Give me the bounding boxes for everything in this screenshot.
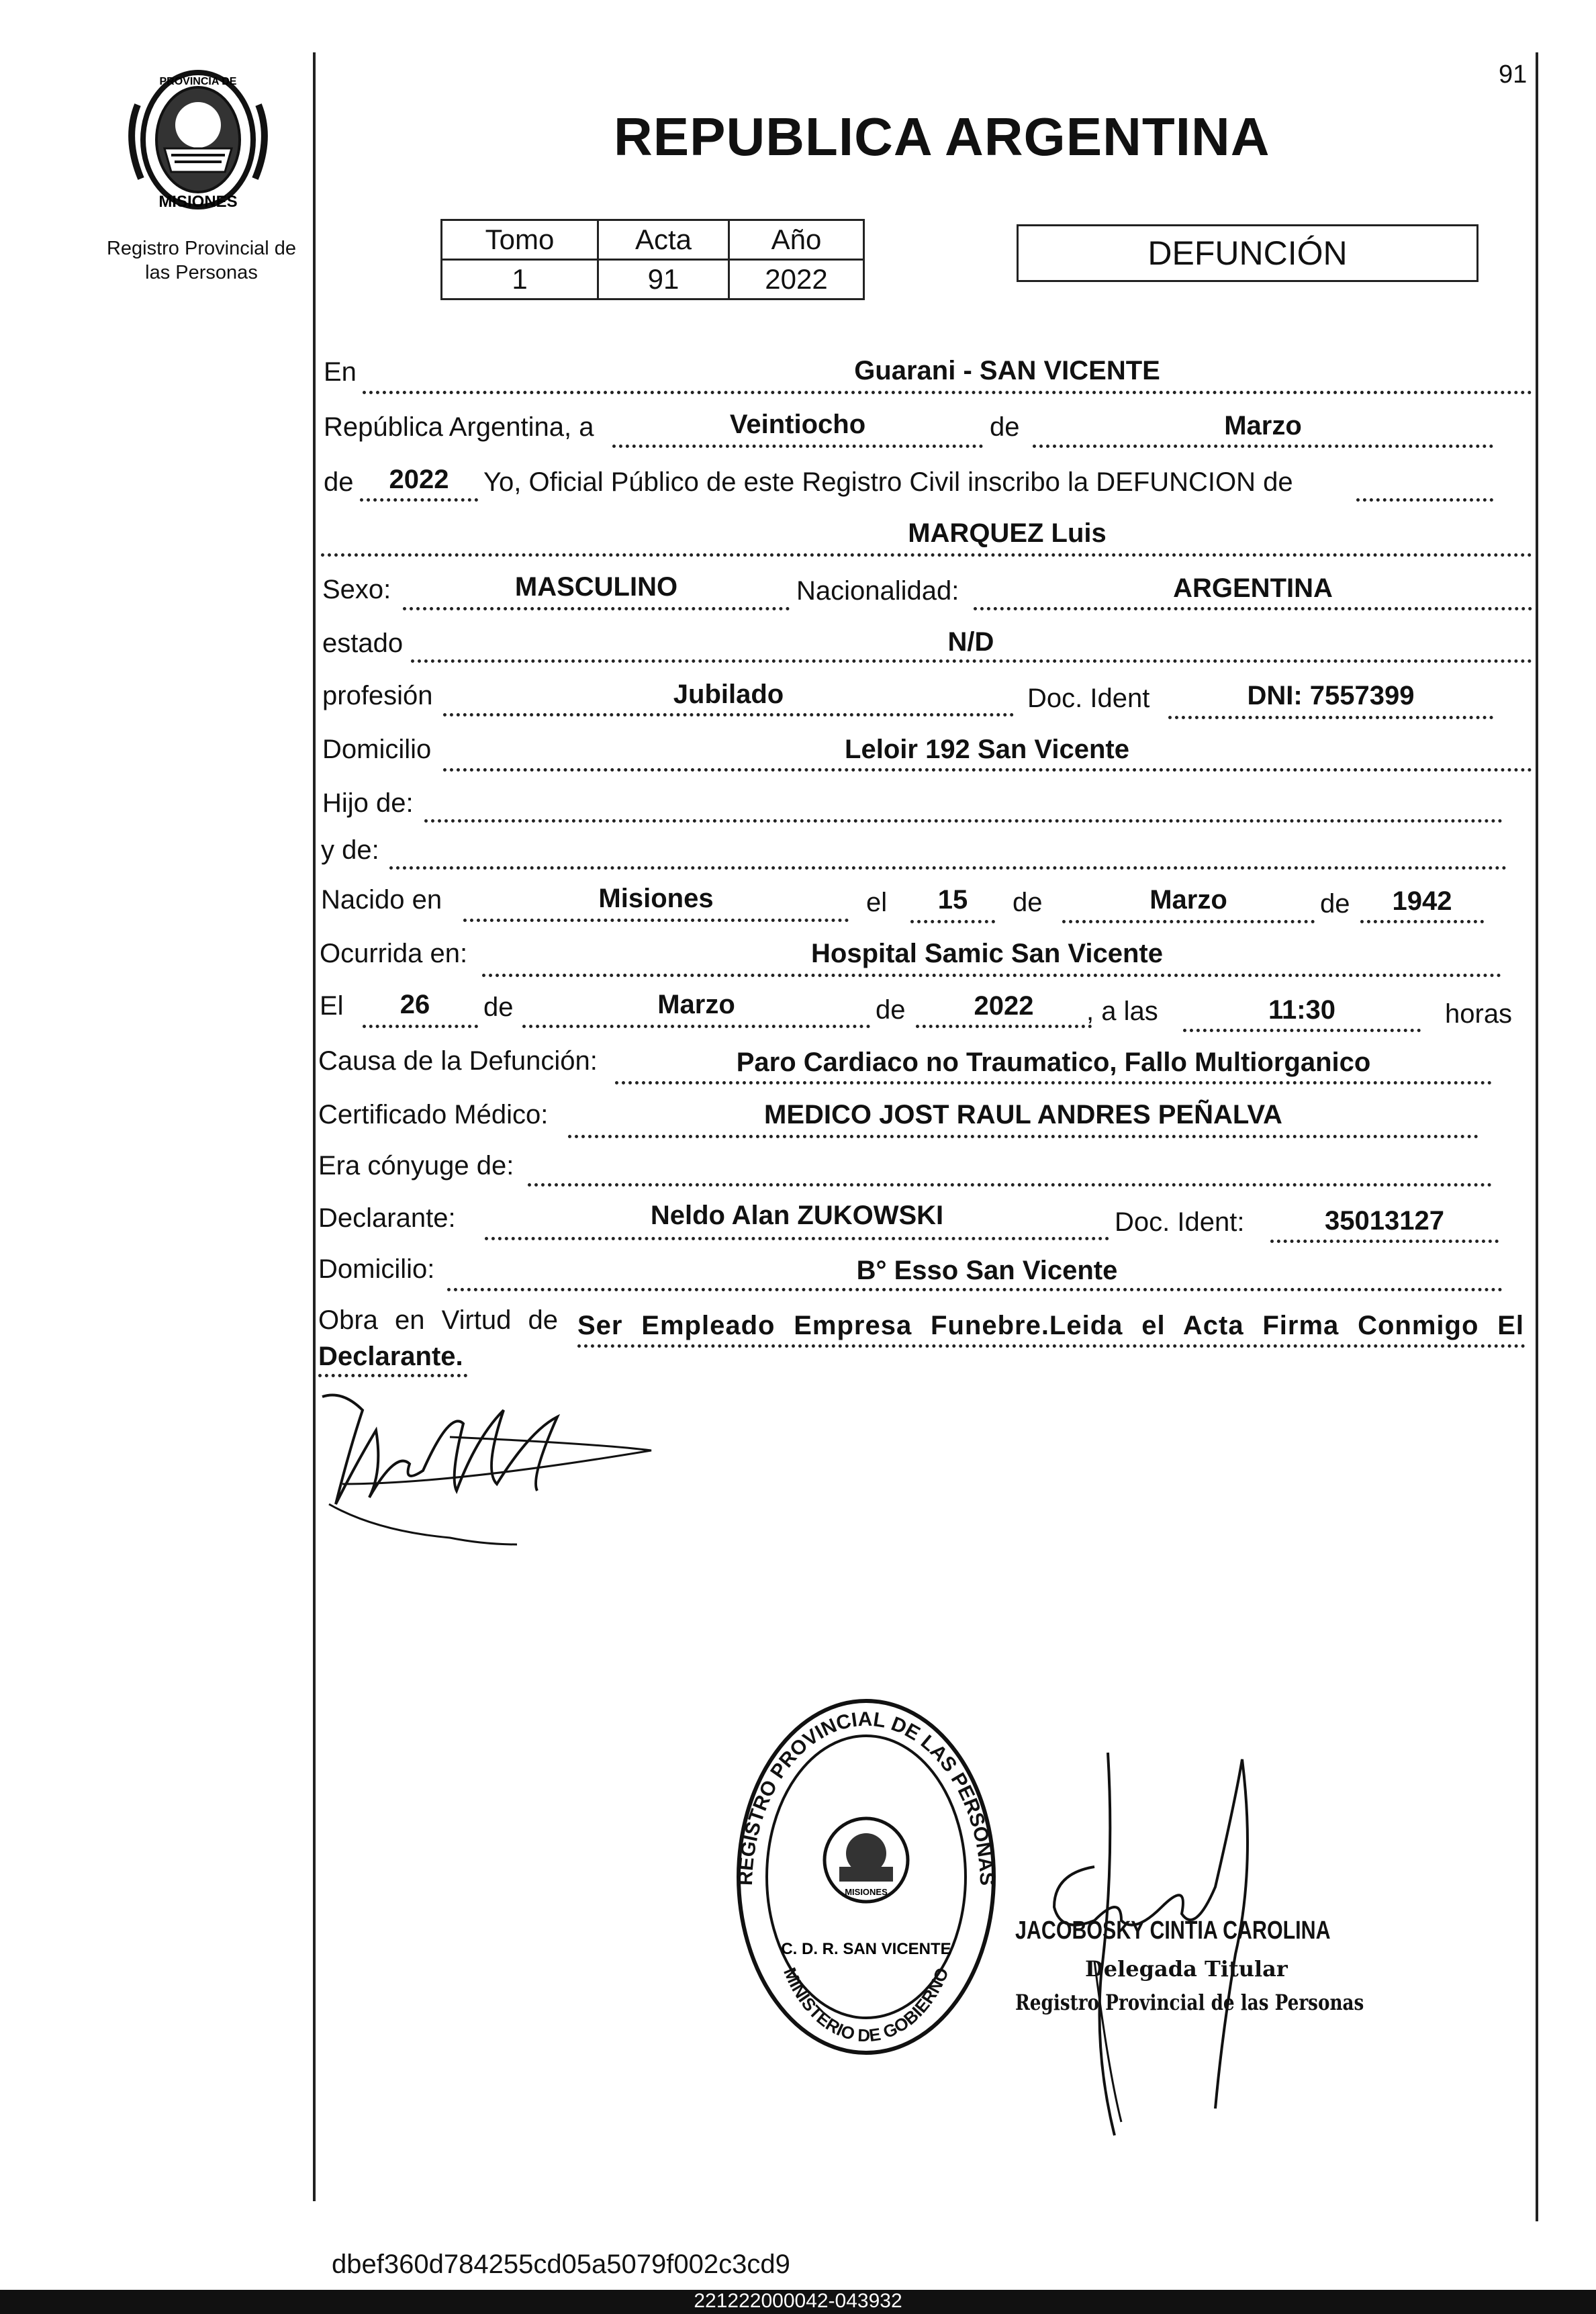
doc2-dotted-line bbox=[1270, 1240, 1499, 1243]
record-table-value-row bbox=[442, 260, 864, 299]
table-value-tomo: 1 bbox=[442, 260, 598, 299]
official-name: JACOBOSKY CINTIA CAROLINA bbox=[1015, 1916, 1331, 1945]
domicilio2-dotted-line bbox=[447, 1288, 1503, 1291]
conyuge-dotted-line bbox=[528, 1183, 1492, 1187]
nacido-year-dotted-line bbox=[1360, 920, 1484, 923]
registry-name-line1: Registro Provincial de bbox=[106, 238, 297, 259]
estado-label: estado bbox=[322, 629, 404, 658]
profesion-label: profesión bbox=[322, 681, 433, 710]
domicilio-dotted-line bbox=[443, 768, 1532, 772]
de3-label: de bbox=[1013, 888, 1043, 917]
obra-value-line1: Ser Empleado Empresa Funebre.Leida el Acta Firma Conmigo El bbox=[577, 1311, 1524, 1340]
nacionalidad-label: Nacionalidad: bbox=[796, 576, 959, 606]
official-org: Registro Provincial de las Personas bbox=[1015, 1990, 1364, 2015]
nacido-place-value: Misiones bbox=[598, 884, 714, 913]
alas-label: , a las bbox=[1086, 997, 1158, 1026]
profesion-dotted-line bbox=[443, 713, 1014, 716]
registry-logo bbox=[124, 64, 272, 219]
doc-value: DNI: 7557399 bbox=[1247, 681, 1415, 710]
nacido-label: Nacido en bbox=[321, 885, 442, 915]
causa-dotted-line bbox=[615, 1081, 1492, 1084]
republica-label: República Argentina, a bbox=[324, 412, 594, 442]
record-type-box: DEFUNCIÓN bbox=[1017, 224, 1478, 282]
document-hash: dbef360d784255cd05a5079f002c3cd9 bbox=[332, 2250, 790, 2279]
footer-code-bar bbox=[0, 2290, 1596, 2314]
estado-dotted-line bbox=[411, 659, 1532, 663]
nacido-day-dotted-line bbox=[910, 920, 995, 923]
el2-label: El bbox=[320, 991, 344, 1021]
domicilio2-value: B° Esso San Vicente bbox=[856, 1256, 1118, 1285]
estado-value: N/D bbox=[947, 627, 994, 657]
stamp-center-text: MISIONES bbox=[845, 1887, 888, 1897]
domicilio-value: Leloir 192 San Vicente bbox=[845, 735, 1129, 764]
profesion-value: Jubilado bbox=[673, 680, 784, 709]
certificado-dotted-line bbox=[568, 1135, 1478, 1138]
yde-label: y de: bbox=[321, 835, 379, 865]
declarante-dotted-line bbox=[485, 1237, 1109, 1240]
domicilio2-label: Domicilio: bbox=[318, 1254, 435, 1284]
causa-label: Causa de la Defunción: bbox=[318, 1046, 598, 1076]
nacido-day-value: 15 bbox=[937, 885, 968, 915]
nacido-place-dotted-line bbox=[463, 919, 849, 922]
death-year-dotted-line bbox=[916, 1025, 1092, 1028]
domicilio-label: Domicilio bbox=[322, 735, 432, 764]
table-header-tomo: Tomo bbox=[442, 220, 598, 260]
day-words-value: Veintiocho bbox=[729, 410, 866, 439]
en-value: Guarani - SAN VICENTE bbox=[854, 356, 1160, 385]
declarante-label: Declarante: bbox=[318, 1203, 456, 1233]
nacido-month-dotted-line bbox=[1062, 920, 1315, 923]
death-day-value: 26 bbox=[400, 990, 430, 1019]
table-header-acta: Acta bbox=[598, 220, 729, 260]
sexo-dotted-line bbox=[403, 607, 790, 610]
doc2-label: Doc. Ident: bbox=[1115, 1207, 1245, 1237]
ocurrida-dotted-line bbox=[482, 974, 1501, 977]
svg-text:PROVINCIA DE: PROVINCIA DE bbox=[159, 76, 237, 87]
ocurrida-label: Ocurrida en: bbox=[320, 939, 468, 968]
doc-label: Doc. Ident bbox=[1027, 684, 1150, 713]
doc-dotted-line bbox=[1168, 716, 1493, 719]
official-role: Delegada Titular bbox=[1085, 1956, 1288, 1982]
de6-label: de bbox=[876, 995, 906, 1025]
table-header-ano: Año bbox=[729, 220, 864, 260]
death-month-value: Marzo bbox=[657, 990, 735, 1019]
nacionalidad-value: ARGENTINA bbox=[1173, 573, 1333, 603]
svg-text:MISIONES: MISIONES bbox=[158, 193, 238, 211]
horas-label: horas bbox=[1445, 999, 1513, 1029]
deceased-name: MARQUEZ Luis bbox=[908, 518, 1107, 548]
statement-dotted-line bbox=[1356, 498, 1493, 502]
death-time-value: 11:30 bbox=[1268, 995, 1336, 1025]
ocurrida-value: Hospital Samic San Vicente bbox=[811, 939, 1163, 968]
nacido-month-value: Marzo bbox=[1149, 885, 1227, 915]
left-margin-line bbox=[313, 52, 316, 2201]
death-year-value: 2022 bbox=[974, 991, 1034, 1021]
obra-label: Obra en Virtud de bbox=[318, 1305, 559, 1335]
doc2-value: 35013127 bbox=[1325, 1206, 1444, 1236]
document-title: REPUBLICA ARGENTINA bbox=[614, 107, 1270, 167]
en-dotted-line bbox=[363, 391, 1532, 394]
conyuge-label: Era cónyuge de: bbox=[318, 1151, 514, 1181]
causa-value: Paro Cardiaco no Traumatico, Fallo Multiorganico bbox=[736, 1048, 1371, 1077]
stamp-bottom-text: MINISTERIO DE GOBIERNO bbox=[780, 1964, 953, 2046]
de5-label: de bbox=[483, 992, 514, 1022]
official-stamp bbox=[725, 1685, 1007, 2062]
page-number: 91 bbox=[1499, 60, 1528, 89]
de2-label: de bbox=[324, 467, 354, 497]
month-dotted-line bbox=[1033, 445, 1493, 448]
sexo-label: Sexo: bbox=[322, 575, 391, 604]
certificado-value: MEDICO JOST RAUL ANDRES PEÑALVA bbox=[764, 1100, 1282, 1129]
record-table-header-row bbox=[442, 220, 864, 260]
right-margin-line bbox=[1536, 52, 1538, 2221]
el-label: el bbox=[866, 888, 888, 917]
certificado-label: Certificado Médico: bbox=[318, 1100, 549, 1129]
table-value-ano: 2022 bbox=[729, 260, 864, 299]
obra-value-line2: Declarante. bbox=[318, 1342, 463, 1371]
registry-name-line2: las Personas bbox=[145, 262, 258, 283]
year-value: 2022 bbox=[389, 465, 449, 494]
month-value: Marzo bbox=[1224, 411, 1302, 441]
en-label: En bbox=[324, 357, 357, 387]
name-dotted-line bbox=[321, 553, 1532, 557]
death-day-dotted-line bbox=[363, 1025, 478, 1028]
record-table bbox=[440, 219, 865, 300]
stamp-outer-text: REGISTRO PROVINCIAL DE LAS PERSONAS bbox=[734, 1708, 998, 1886]
hijo-label: Hijo de: bbox=[322, 788, 414, 818]
declarant-signature bbox=[316, 1370, 665, 1571]
stamp-inner-text: C. D. R. SAN VICENTE bbox=[781, 1940, 951, 1958]
hijo-dotted-line bbox=[424, 819, 1503, 823]
de1-label: de bbox=[990, 412, 1020, 442]
sexo-value: MASCULINO bbox=[514, 572, 678, 602]
statement-text: Yo, Oficial Público de este Registro Civil inscribo la DEFUNCION de bbox=[483, 467, 1293, 497]
yde-dotted-line bbox=[389, 866, 1507, 870]
table-value-acta: 91 bbox=[598, 260, 729, 299]
day-dotted-line bbox=[612, 445, 983, 448]
death-month-dotted-line bbox=[522, 1025, 870, 1028]
death-time-dotted-line bbox=[1183, 1029, 1421, 1032]
year-dotted-line bbox=[360, 498, 478, 502]
obra-dotted-line bbox=[577, 1344, 1525, 1348]
nacido-year-value: 1942 bbox=[1392, 886, 1452, 916]
footer-code: 221222000042-043932 bbox=[694, 2290, 902, 2312]
declarante-value: Neldo Alan ZUKOWSKI bbox=[650, 1201, 944, 1230]
nacionalidad-dotted-line bbox=[974, 607, 1532, 610]
de4-label: de bbox=[1320, 889, 1350, 919]
